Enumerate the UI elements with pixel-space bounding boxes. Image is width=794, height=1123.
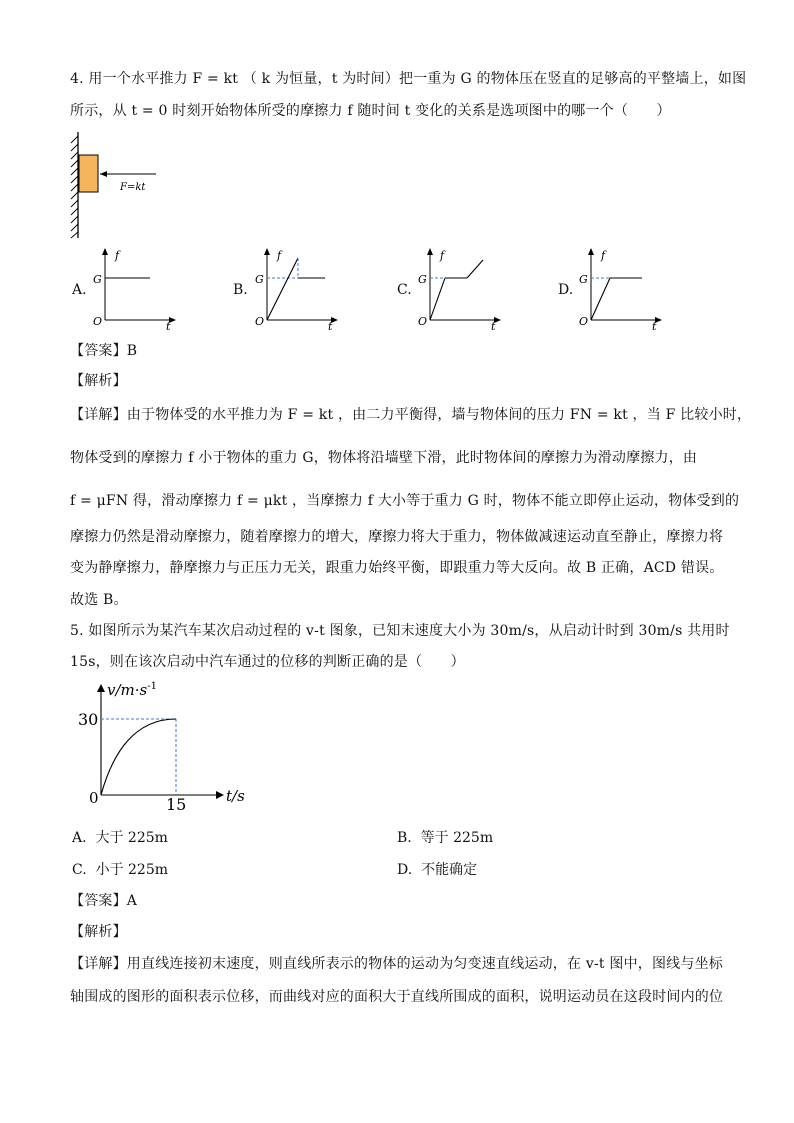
q5-stem-line-2: 15s，则在该次启动中汽车通过的位移的判断正确的是（ ） xyxy=(70,654,465,670)
option-c-label: C. xyxy=(397,282,412,298)
graph-a-t-label: t xyxy=(166,320,171,330)
q5-option-a-text: 大于 225m xyxy=(95,830,168,846)
q4-detail-line-6: 故选 B。 xyxy=(70,592,128,608)
graph-a-g-label: G xyxy=(93,273,102,286)
wall-block-figure xyxy=(66,130,166,242)
graph-b-t-label: t xyxy=(328,320,333,330)
graph-d-f-label: f xyxy=(601,249,606,262)
q5-option-b xyxy=(397,827,493,847)
graph-b-f-label: f xyxy=(277,249,282,262)
option-d-label: D. xyxy=(558,282,574,298)
q5-stem-line-1: 5. 如图所示为某汽车某次启动过程的 v-t 图象，已知末速度大小为 30m/s，从启动计时到 30m/s 共用时 xyxy=(70,623,730,639)
q5-detail-line-2: 轴围成的图形的面积表示位移，而曲线对应的面积大于直线所围成的面积，说明运动员在这段时间内的位 xyxy=(70,989,724,1005)
q5-option-a-label: A. xyxy=(72,830,87,846)
vt-y-axis-label: $v/m\cdot s^{-1}$ xyxy=(107,681,157,699)
option-b-label: B. xyxy=(233,282,248,298)
option-b-graph xyxy=(252,244,347,330)
q4-detail-line-5: 变为静摩擦力，静摩擦力与正压力无关，跟重力始终平衡，即跟重力等大反向。故 B 正确，ACD 错误。 xyxy=(70,560,724,576)
q5-analysis-heading: 【解析】 xyxy=(70,924,127,940)
q4-detail-line-3: f = μFN 得，滑动摩擦力 f = μkt ，当摩擦力 f 大小等于重力 G 时，物体不能立即停止运动，物体受到的 xyxy=(70,493,740,509)
option-c-graph xyxy=(415,244,510,330)
option-d-graph xyxy=(576,244,671,330)
vt-x-value: 15 xyxy=(166,795,187,814)
q5-option-d xyxy=(397,859,477,879)
q5-option-b-label: B. xyxy=(397,830,412,846)
q5-option-a xyxy=(72,827,168,847)
q5-option-d-text: 不能确定 xyxy=(421,862,478,878)
vt-y-value: 30 xyxy=(78,710,99,729)
q4-stem-line-2: 所示，从 t = 0 时刻开始物体所受的摩擦力 f 随时间 t 变化的关系是选项图中的哪一个（ ） xyxy=(70,103,671,119)
option-a-label: A. xyxy=(72,282,87,298)
force-label: F=kt xyxy=(120,182,146,193)
q4-detail-line-2: 物体受到的摩擦力 f 小于物体的重力 G，物体将沿墙壁下滑，此时物体间的摩擦力为滑动摩擦力，由 xyxy=(70,450,698,466)
vt-x-axis-label: t/s xyxy=(226,787,245,805)
q5-option-b-text: 等于 225m xyxy=(420,830,494,846)
q5-detail-line-1: 【详解】用直线连接初末速度，则直线所表示的物体的运动为匀变速直线运动，在 v-t 图中，图线与坐标 xyxy=(70,956,723,972)
q5-answer: 【答案】A xyxy=(70,893,138,909)
q4-answer: 【答案】B xyxy=(70,343,138,359)
q5-option-c-text: 小于 225m xyxy=(95,862,169,878)
vt-graph xyxy=(76,676,256,816)
q4-detail-line-4: 摩擦力仍然是滑动摩擦力，随着摩擦力的增大，摩擦力将大于重力，物体做减速运动直至静止，摩擦力将 xyxy=(70,529,724,545)
q4-detail-line-1: 【详解】由于物体受的水平推力为 F = kt ，由二力平衡得，墙与物体间的压力 FN = kt ，当 F 比较小时， xyxy=(70,407,752,423)
q4-analysis-heading: 【解析】 xyxy=(70,373,127,389)
graph-c-t-label: t xyxy=(491,320,496,330)
graph-c-f-label: f xyxy=(440,249,445,262)
vt-origin: 0 xyxy=(89,789,99,807)
graph-d-origin-label: O xyxy=(579,315,589,328)
graph-c-origin-label: O xyxy=(418,315,428,328)
graph-b-g-label: G xyxy=(255,273,264,286)
q5-option-c-label: C. xyxy=(72,862,87,878)
graph-a-origin-label: O xyxy=(93,315,103,328)
q5-option-c xyxy=(72,859,168,879)
graph-c-g-label: G xyxy=(418,273,427,286)
graph-d-g-label: G xyxy=(579,273,588,286)
graph-b-origin-label: O xyxy=(255,315,265,328)
graph-d-t-label: t xyxy=(652,320,657,330)
q4-stem-line-1: 4. 用一个水平推力 F = kt （ k 为恒量，t 为时间）把一重为 G 的物体压在竖直的足够高的平整墙上，如图 xyxy=(70,71,747,87)
q5-option-d-label: D. xyxy=(397,862,413,878)
option-a-graph xyxy=(90,244,185,330)
graph-a-f-label: f xyxy=(115,249,120,262)
